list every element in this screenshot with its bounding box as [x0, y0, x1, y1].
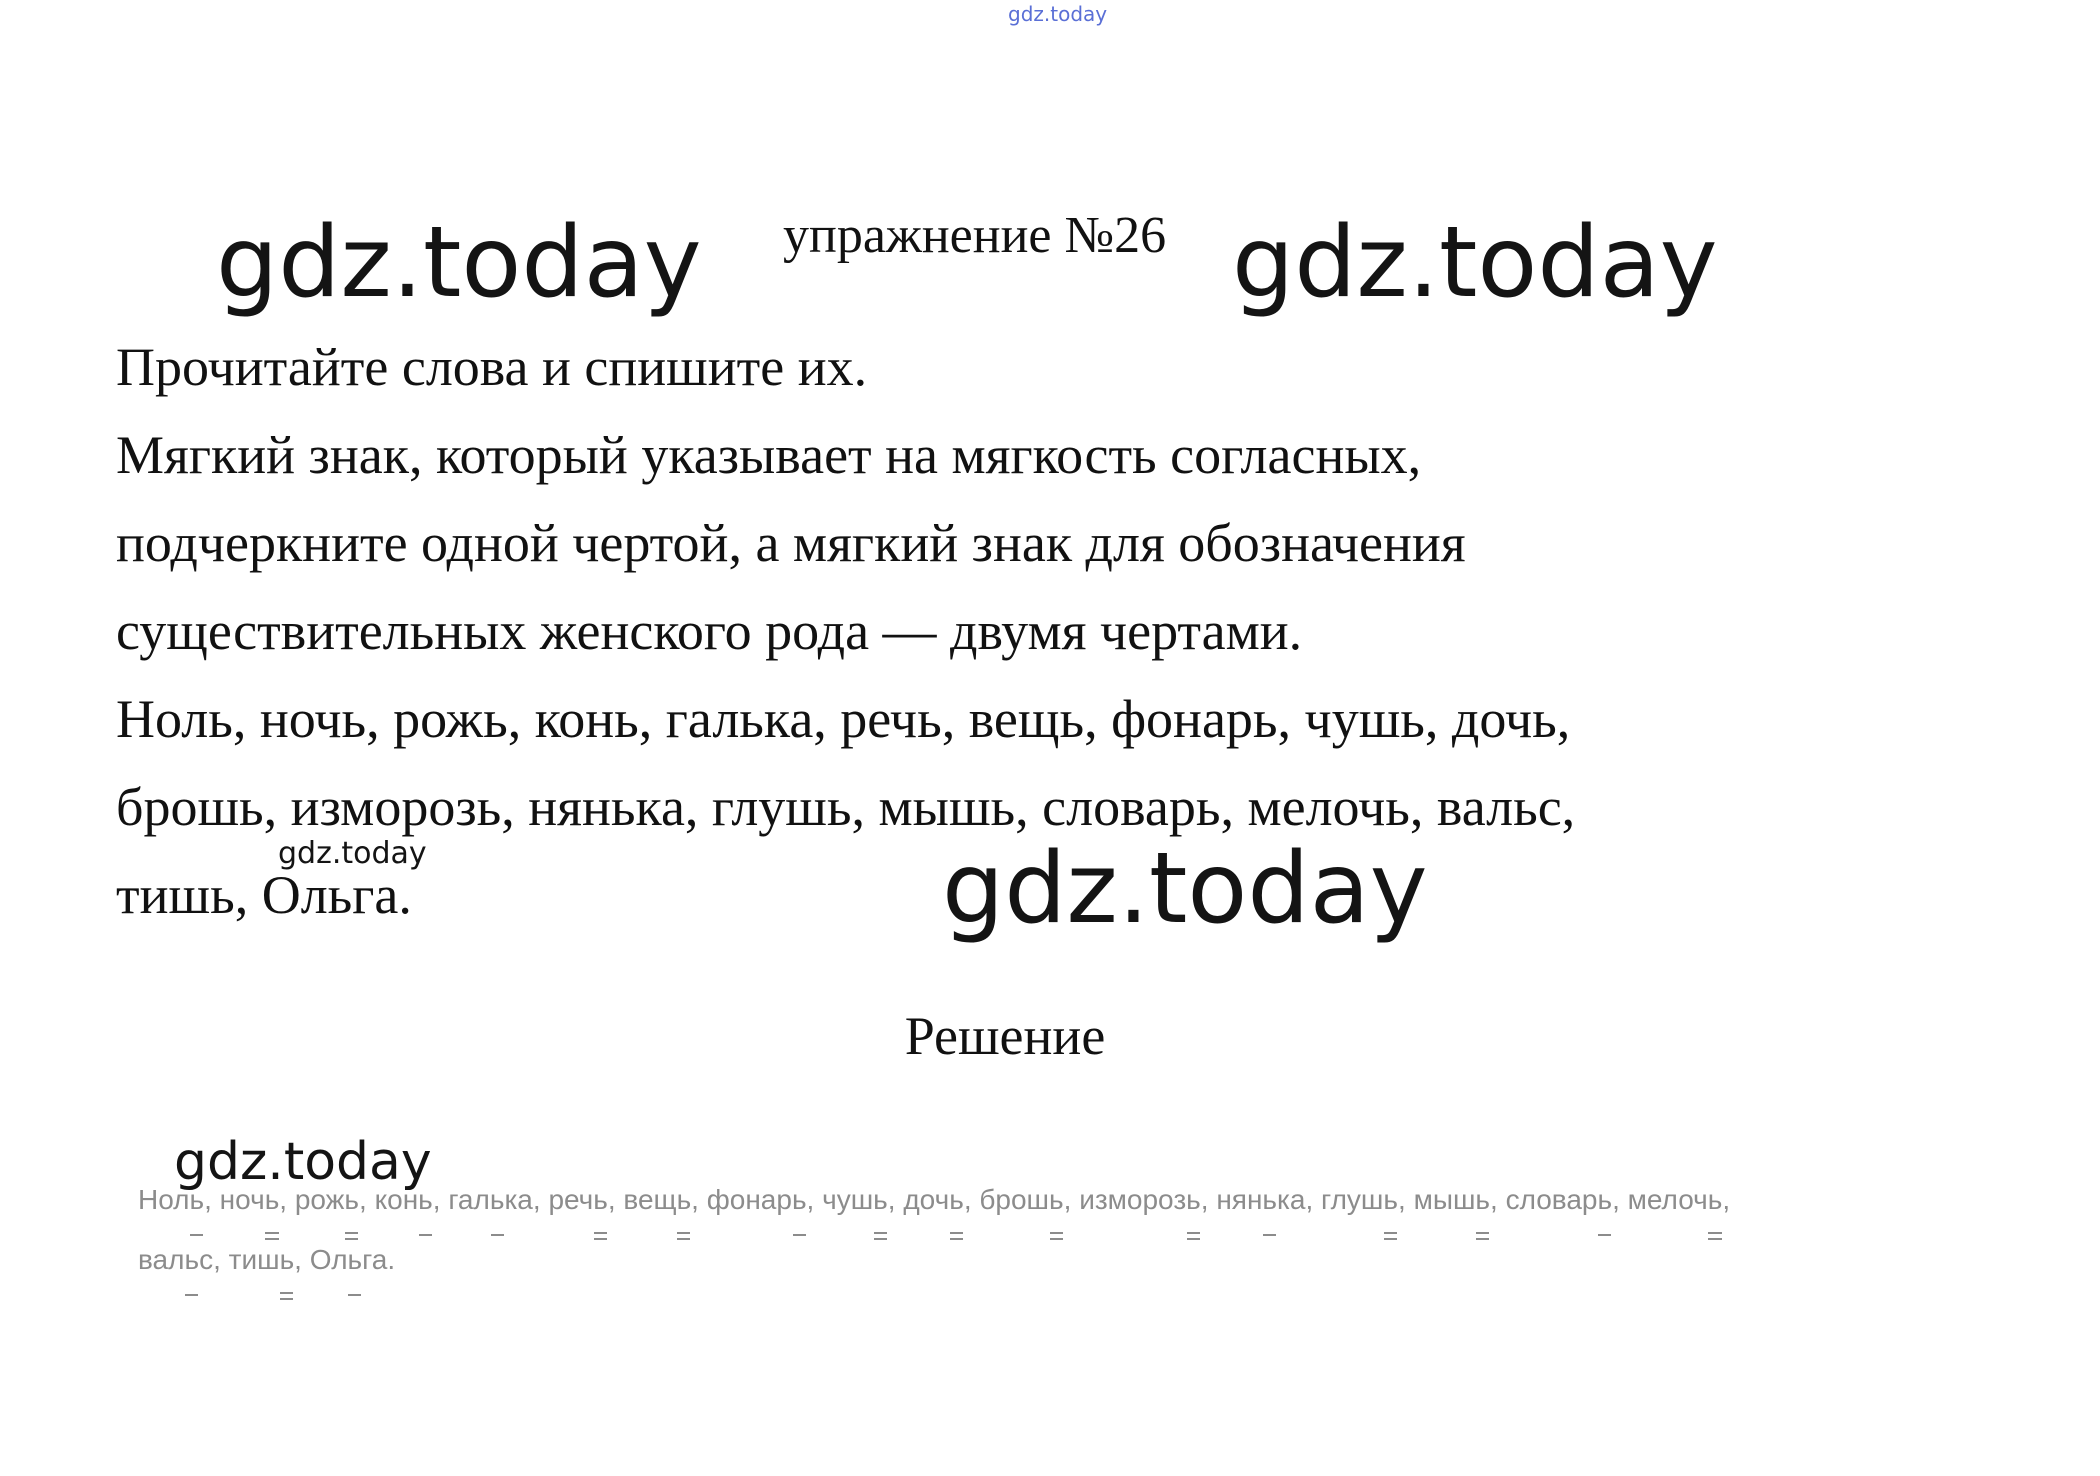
watermark-center: gdz.today [942, 832, 1428, 946]
solution-word: глушь [1321, 1184, 1398, 1215]
punctuation: , [1722, 1184, 1731, 1215]
punctuation: , [294, 1244, 310, 1275]
soft-sign-single-underline: ь [418, 1170, 433, 1230]
punctuation: , [1398, 1184, 1414, 1215]
solution-word: фонарь [707, 1184, 807, 1215]
task-line-3: подчеркните одной чертой, а мягкий знак для обозначения [116, 513, 1466, 573]
task-line-4: существительных женского рода — двумя чертами. [116, 601, 1303, 661]
soft-sign-single-underline: ь [1598, 1170, 1613, 1230]
soft-sign-single-underline: ь [348, 1230, 363, 1290]
solution-word: конь [375, 1184, 433, 1215]
watermark-small: gdz.today [278, 836, 427, 871]
solution-word: изморозь [1079, 1184, 1201, 1215]
word-list-line-3: тишь, Ольга. [116, 865, 412, 925]
punctuation: , [607, 1184, 624, 1215]
soft-sign-double-underline: ь [280, 1230, 295, 1290]
punctuation: , [806, 1184, 823, 1215]
word-list-line-1: Ноль, ночь, рожь, конь, галька, речь, вещь, фонарь, чушь, дочь, [116, 689, 1571, 749]
soft-sign-double-underline: ь [677, 1170, 692, 1230]
solution-word: дочь [903, 1184, 963, 1215]
solution-heading: Решение [904, 1006, 1106, 1066]
soft-sign-single-underline: ь [190, 1170, 205, 1230]
watermark-right: gdz.today [1232, 206, 1718, 320]
solution-word: рожь [295, 1184, 359, 1215]
soft-sign-double-underline: ь [949, 1170, 964, 1230]
soft-sign-double-underline: ь [1186, 1170, 1201, 1230]
soft-sign-single-underline: ь [1262, 1170, 1277, 1230]
solution-word: чушь [822, 1184, 888, 1215]
punctuation: , [279, 1184, 295, 1215]
punctuation: , [204, 1184, 220, 1215]
solution-word: ночь [220, 1184, 280, 1215]
soft-sign-double-underline: ь [1049, 1170, 1064, 1230]
solution-word: вальс [138, 1244, 213, 1275]
punctuation: , [432, 1184, 449, 1215]
solution-word: галька [448, 1184, 533, 1215]
solution-word: речь [548, 1184, 607, 1215]
solution-word: нянька [1216, 1184, 1305, 1215]
solution-word: вещь [623, 1184, 691, 1215]
punctuation: . [387, 1244, 396, 1275]
soft-sign-single-underline: ь [490, 1170, 505, 1230]
soft-sign-double-underline: ь [344, 1170, 359, 1230]
task-line-2: Мягкий знак, который указывает на мягкость согласных, [116, 425, 1422, 485]
punctuation: , [1063, 1184, 1080, 1215]
punctuation: , [691, 1184, 707, 1215]
solution-word: словарь [1506, 1184, 1613, 1215]
solution-word: мелочь [1628, 1184, 1723, 1215]
punctuation: , [213, 1244, 229, 1275]
soft-sign-double-underline: ь [1475, 1170, 1490, 1230]
soft-sign-double-underline: ь [593, 1170, 608, 1230]
punctuation: , [1200, 1184, 1217, 1215]
word-list-line-2: брошь, изморозь, нянька, глушь, мышь, словарь, мелочь, вальс, [116, 777, 1576, 837]
soft-sign-single-underline: ь [184, 1230, 199, 1290]
watermark-solution: gdz.today [174, 1132, 432, 1192]
punctuation: , [1612, 1184, 1628, 1215]
soft-sign-single-underline: ь [792, 1170, 807, 1230]
task-line-1: Прочитайте слова и спишите их. [116, 337, 868, 397]
punctuation: , [1305, 1184, 1321, 1215]
solution-word: тишь [229, 1244, 295, 1275]
solution-line-1 [138, 1170, 2008, 1230]
soft-sign-double-underline: ь [1708, 1170, 1723, 1230]
solution-text [138, 1170, 2008, 1290]
punctuation: , [532, 1184, 549, 1215]
punctuation: , [887, 1184, 904, 1215]
soft-sign-double-underline: ь [873, 1170, 888, 1230]
solution-word: Ольга [310, 1244, 388, 1275]
exercise-title: упражнение №26 [783, 207, 1167, 264]
soft-sign-double-underline: ь [1383, 1170, 1398, 1230]
solution-line-2 [138, 1230, 2008, 1290]
punctuation: , [1490, 1184, 1506, 1215]
punctuation: , [359, 1184, 375, 1215]
soft-sign-double-underline: ь [265, 1170, 280, 1230]
watermark-top: gdz.today [1008, 2, 1108, 26]
punctuation: , [963, 1184, 980, 1215]
watermark-left: gdz.today [216, 206, 702, 320]
solution-word: Ноль [138, 1184, 204, 1215]
solution-word: мышь [1414, 1184, 1490, 1215]
solution-word: брошь [979, 1184, 1063, 1215]
